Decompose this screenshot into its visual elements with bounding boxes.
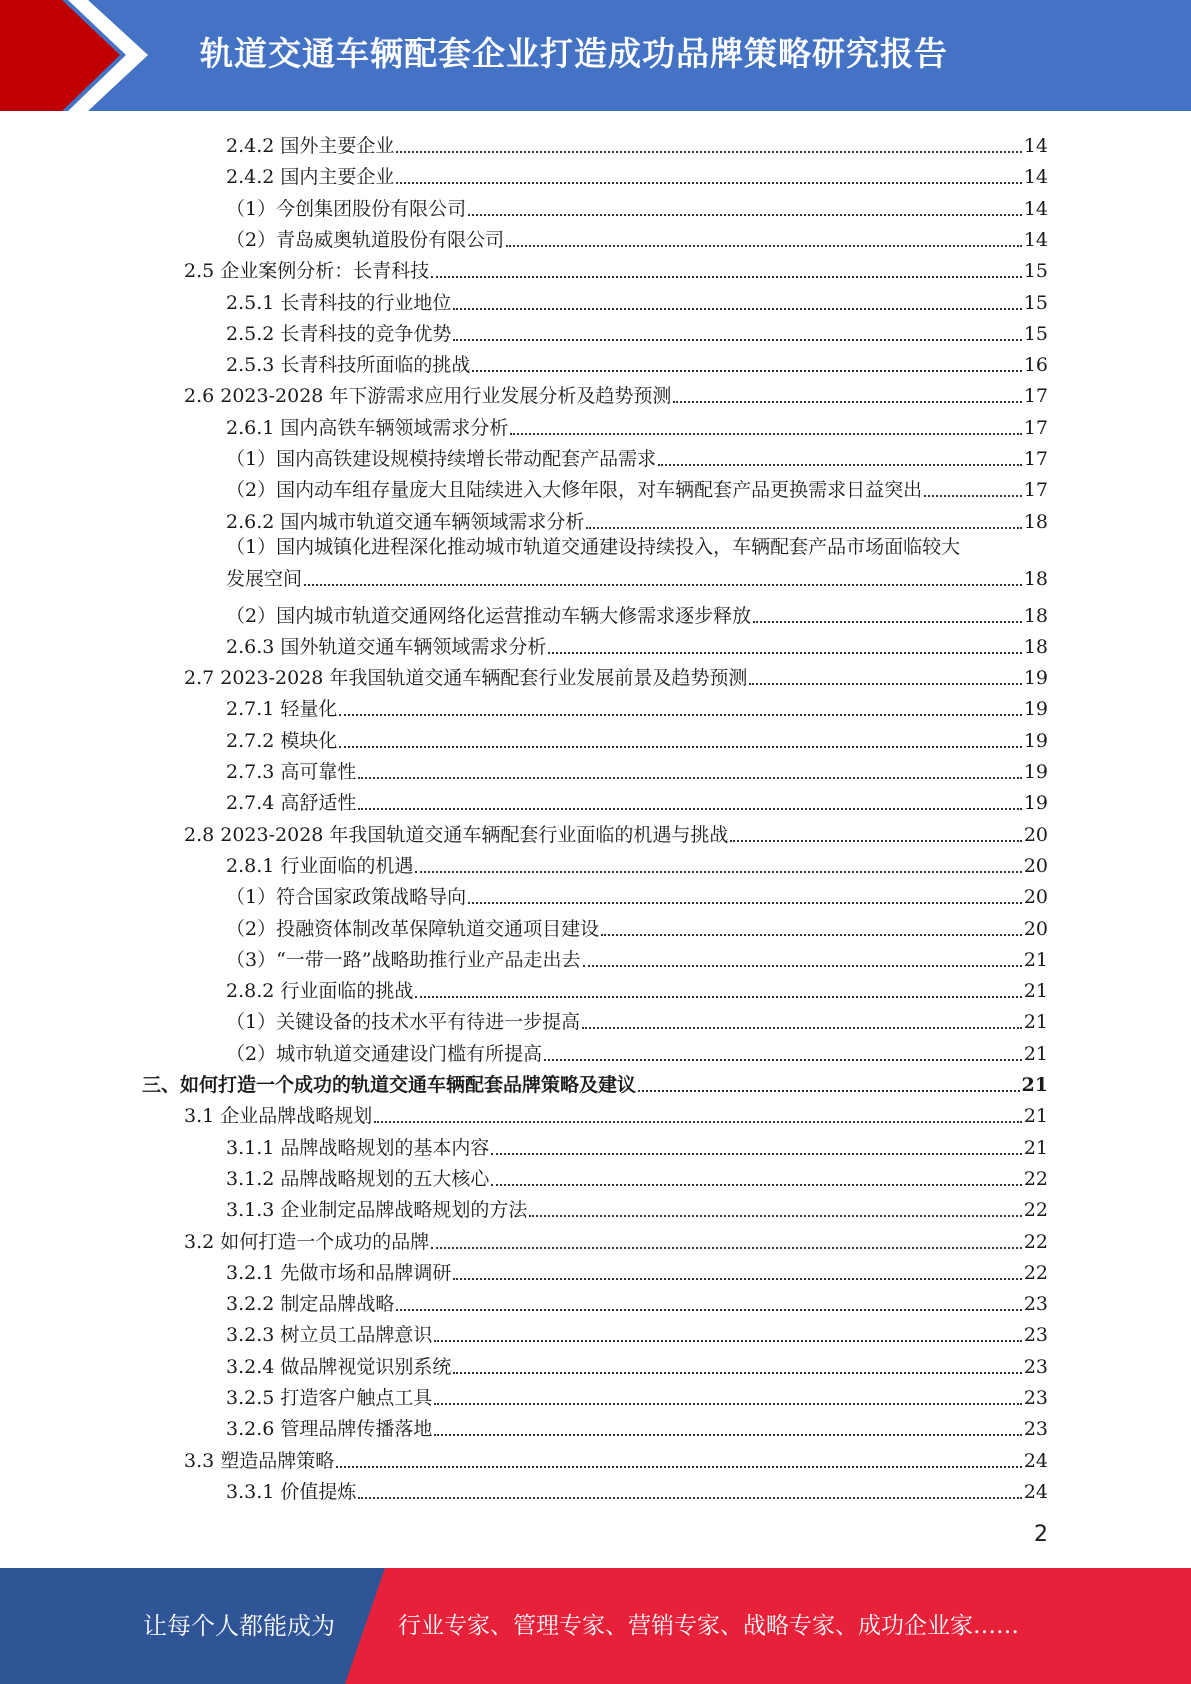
header-banner <box>0 0 1191 111</box>
toc-entry[interactable] <box>226 1380 1048 1410</box>
toc-dot-leader <box>396 150 1021 153</box>
toc-entry-label: 2.6.2 国内城市轨道交通车辆领域需求分析 <box>226 510 585 533</box>
toc-entry[interactable] <box>226 1161 1048 1191</box>
toc-entry-page: 19 <box>1023 761 1048 783</box>
toc-dot-leader <box>583 964 1022 967</box>
toc-entry-page: 20 <box>1023 854 1048 877</box>
toc-dot-leader <box>396 1308 1021 1311</box>
toc-entry[interactable] <box>226 222 1048 252</box>
toc-entry[interactable] <box>226 629 1048 659</box>
toc-dot-leader <box>638 1089 1020 1092</box>
toc-entry-page: 15 <box>1023 322 1048 345</box>
toc-entry-label: （1）国内高铁建设规模持续增长带动配套产品需求 <box>226 448 657 470</box>
toc-entry-label: 2.6 2023-2028 年下游需求应用行业发展分析及趋势预测 <box>184 385 672 408</box>
toc-entry[interactable] <box>226 1474 1048 1504</box>
toc-entry[interactable] <box>226 1130 1048 1160</box>
toc-dot-leader <box>472 369 1021 372</box>
toc-entry-page: 21 <box>1021 1074 1048 1096</box>
toc-entry-page: 16 <box>1023 354 1048 377</box>
footer-slogan-right: 行业专家、管理专家、营销专家、战略专家、成功企业家…… <box>398 1613 1019 1639</box>
toc-entry[interactable] <box>184 253 1048 283</box>
toc-entry-page: 15 <box>1023 291 1048 314</box>
toc-entry-page: 15 <box>1023 260 1048 283</box>
toc-dot-leader <box>749 682 1021 685</box>
toc-entry[interactable] <box>184 378 1048 408</box>
footer-banner <box>0 1568 1191 1684</box>
toc-entry[interactable] <box>226 347 1048 377</box>
toc-dot-leader <box>434 1402 1021 1405</box>
toc-entry[interactable] <box>226 504 1048 534</box>
toc-entry-label: （1）关键设备的技术水平有待进一步提高 <box>226 1011 581 1034</box>
toc-dot-leader <box>491 1183 1021 1186</box>
toc-dot-leader <box>358 776 1021 779</box>
toc-entry-page: 14 <box>1023 166 1048 189</box>
toc-entry-page: 19 <box>1023 667 1048 690</box>
toc-entry-page: 22 <box>1023 1261 1048 1284</box>
toc-entry[interactable] <box>226 1192 1048 1222</box>
toc-dot-leader <box>358 807 1021 810</box>
toc-entry[interactable] <box>226 691 1048 721</box>
toc-dot-leader <box>453 1277 1021 1280</box>
toc-entry-page: 19 <box>1023 698 1048 721</box>
toc-entry-label: 3.1.1 品牌战略规划的基本内容 <box>226 1136 490 1159</box>
toc-entry[interactable] <box>226 754 1048 784</box>
toc-entry-label: 2.5.3 长青科技所面临的挑战 <box>226 354 471 377</box>
toc-entry-label: （3）“一带一路”战略助推行业产品走出去 <box>226 948 581 971</box>
toc-dot-leader <box>453 1371 1021 1374</box>
toc-entry-label: 2.8.2 行业面临的挑战 <box>226 980 414 1003</box>
toc-dot-leader <box>415 995 1021 998</box>
toc-entry[interactable] <box>184 1443 1048 1473</box>
toc-entry-label: 3.2.4 做品牌视觉识别系统 <box>226 1355 452 1378</box>
toc-entry-label: （2）投融资体制改革保障轨道交通项目建设 <box>226 917 600 940</box>
report-title: 轨道交通车辆配套企业打造成功品牌策略研究报告 <box>200 34 948 73</box>
toc-entry[interactable] <box>226 441 1048 471</box>
toc-entry-label: （2）国内城市轨道交通网络化运营推动车辆大修需求逐步释放 <box>226 604 752 627</box>
toc-entry[interactable] <box>226 410 1048 440</box>
toc-dot-leader <box>358 1496 1021 1499</box>
toc-dot-leader <box>506 244 1022 247</box>
toc-entry-label: 2.6.1 国内高铁车辆领域需求分析 <box>226 416 509 439</box>
toc-entry-page: 23 <box>1023 1324 1048 1347</box>
toc-dot-leader <box>431 1246 1022 1249</box>
toc-entry-page: 18 <box>1023 604 1048 627</box>
toc-entry-page: 14 <box>1023 135 1048 157</box>
toc-entry-label: 2.4.2 国外主要企业 <box>226 135 395 157</box>
toc-entry-label: 3.1.2 品牌战略规划的五大核心 <box>226 1167 490 1190</box>
toc-dot-leader <box>924 494 1022 497</box>
toc-entry[interactable] <box>226 128 1048 158</box>
toc-dot-leader <box>491 1152 1021 1155</box>
toc-dot-leader <box>374 1120 1022 1123</box>
toc-entry[interactable] <box>226 911 1048 941</box>
toc-entry-label: 2.8.1 行业面临的机遇 <box>226 854 414 877</box>
toc-entry-page: 24 <box>1023 1449 1048 1472</box>
toc-dot-leader <box>730 839 1021 842</box>
toc-entry[interactable] <box>226 785 1048 815</box>
toc-entry[interactable] <box>226 1286 1048 1316</box>
toc-entry[interactable] <box>184 1224 1048 1254</box>
toc-entry-page: 17 <box>1023 448 1048 470</box>
toc-entry[interactable] <box>226 598 1048 628</box>
toc-entry[interactable] <box>226 316 1048 346</box>
toc-dot-leader <box>304 583 1022 586</box>
toc-entry-page: 21 <box>1023 980 1048 1003</box>
footer-slogan-left: 让每个人都能成为 <box>143 1612 335 1640</box>
toc-entry[interactable] <box>226 535 1048 591</box>
toc-dot-leader <box>586 526 1021 529</box>
toc-entry[interactable] <box>226 973 1048 1003</box>
toc-dot-leader <box>658 463 1022 466</box>
toc-entry-page: 18 <box>1023 510 1048 533</box>
toc-entry-label: 3.2.6 管理品牌传播落地 <box>226 1418 433 1441</box>
toc-entry-label: 2.7 2023-2028 年我国轨道交通车辆配套行业发展前景及趋势预测 <box>184 667 748 690</box>
toc-entry-label: 2.6.3 国外轨道交通车辆领域需求分析 <box>226 635 547 658</box>
toc-entry[interactable] <box>226 191 1048 221</box>
toc-entry-page: 18 <box>1023 635 1048 658</box>
toc-dot-leader <box>339 745 1021 748</box>
toc-entry-page: 21 <box>1023 1105 1048 1128</box>
toc-entry-label: 2.7.2 模块化 <box>226 729 338 752</box>
toc-entry-page: 18 <box>1023 567 1048 590</box>
toc-entry-label: 2.5.1 长青科技的行业地位 <box>226 291 452 314</box>
toc-entry-page: 17 <box>1023 385 1048 408</box>
toc-dot-leader <box>336 1465 1022 1468</box>
toc-entry[interactable] <box>226 285 1048 315</box>
toc-entry[interactable] <box>184 660 1048 690</box>
toc-dot-leader <box>339 713 1021 716</box>
toc-entry[interactable] <box>226 1349 1048 1379</box>
toc-dot-leader <box>510 432 1021 435</box>
toc-entry[interactable] <box>184 1098 1048 1128</box>
toc-dot-leader <box>434 1433 1021 1436</box>
toc-entry-page: 21 <box>1023 1011 1048 1034</box>
toc-entry[interactable] <box>226 942 1048 972</box>
toc-entry-page: 23 <box>1023 1355 1048 1378</box>
toc-dot-leader <box>582 1026 1022 1029</box>
toc-entry-label: 2.8 2023-2028 年我国轨道交通车辆配套行业面临的机遇与挑战 <box>184 823 729 846</box>
toc-entry-label: 3.2 如何打造一个成功的品牌 <box>184 1230 430 1253</box>
toc-entry-label: 3.2.5 打造客户触点工具 <box>226 1387 433 1409</box>
toc-dot-leader <box>396 181 1021 184</box>
toc-entry-page: 14 <box>1023 197 1048 220</box>
toc-entry-page: 17 <box>1023 416 1048 439</box>
toc-entry-page: 14 <box>1023 228 1048 251</box>
toc-entry[interactable] <box>226 472 1048 502</box>
toc-dot-leader <box>431 275 1022 278</box>
toc-dot-leader <box>434 1339 1021 1342</box>
toc-entry-label: 2.7.4 高舒适性 <box>226 792 357 815</box>
toc-entry-label: 2.5 企业案例分析：长青科技 <box>184 260 430 283</box>
toc-entry-label: （1）国内城镇化进程深化推动城市轨道交通建设持续投入，车辆配套产品市场面临较大 <box>226 535 961 558</box>
toc-entry-page: 20 <box>1023 886 1048 909</box>
toc-entry-page: 19 <box>1023 729 1048 752</box>
toc-dot-leader <box>468 901 1022 904</box>
toc-entry-label: （1）符合国家政策战略导向 <box>226 886 467 909</box>
toc-dot-leader <box>415 870 1021 873</box>
toc-entry[interactable] <box>226 1317 1048 1347</box>
toc-entry[interactable] <box>226 1036 1048 1066</box>
toc-entry[interactable] <box>226 848 1048 878</box>
toc-entry-page: 20 <box>1023 823 1048 846</box>
toc-entry[interactable] <box>142 1067 1048 1097</box>
toc-dot-leader <box>468 213 1022 216</box>
toc-entry-label: 3.2.3 树立员工品牌意识 <box>226 1324 433 1347</box>
toc-entry-label: 2.7.3 高可靠性 <box>226 761 357 783</box>
toc-dot-leader <box>673 400 1021 403</box>
toc-dot-leader <box>453 338 1021 341</box>
toc-entry-label: 2.7.1 轻量化 <box>226 698 338 721</box>
toc-entry-page: 23 <box>1023 1293 1048 1316</box>
toc-entry[interactable] <box>226 879 1048 909</box>
toc-dot-leader <box>544 1058 1022 1061</box>
toc-dot-leader <box>548 651 1021 654</box>
toc-dot-leader <box>753 620 1022 623</box>
toc-entry-page: 21 <box>1023 1042 1048 1065</box>
toc-entry-page: 23 <box>1023 1418 1048 1441</box>
toc-entry[interactable] <box>226 159 1048 189</box>
toc-entry-page: 24 <box>1023 1480 1048 1503</box>
toc-entry-label: 3.1.3 企业制定品牌战略规划的方法 <box>226 1199 528 1222</box>
toc-dot-leader <box>453 307 1021 310</box>
toc-entry-label: 三、如何打造一个成功的轨道交通车辆配套品牌策略及建议 <box>142 1074 637 1096</box>
toc-entry-page: 19 <box>1023 792 1048 815</box>
toc-entry-page: 21 <box>1023 948 1048 971</box>
toc-entry[interactable] <box>226 1411 1048 1441</box>
toc-entry-label: 3.2.2 制定品牌战略 <box>226 1293 395 1316</box>
toc-entry-label: （1）今创集团股份有限公司 <box>226 197 467 220</box>
page-number: 2 <box>1034 1522 1048 1547</box>
toc-dot-leader <box>601 933 1022 936</box>
toc-entry-page: 22 <box>1023 1230 1048 1253</box>
toc-entry-label: 3.3.1 价值提炼 <box>226 1480 357 1503</box>
toc-entry-page: 20 <box>1023 917 1048 940</box>
toc-entry[interactable] <box>226 723 1048 753</box>
toc-entry-label: （2）国内动车组存量庞大且陆续进入大修年限，对车辆配套产品更换需求日益突出 <box>226 479 923 502</box>
toc-entry-label: （2）城市轨道交通建设门槛有所提高 <box>226 1042 543 1065</box>
toc-entry-label-continued: 发展空间 <box>226 567 303 590</box>
toc-entry-page: 22 <box>1023 1199 1048 1222</box>
toc-entry-label: 3.1 企业品牌战略规划 <box>184 1105 373 1128</box>
toc-entry[interactable] <box>184 817 1048 847</box>
toc-entry[interactable] <box>226 1004 1048 1034</box>
toc-entry-page: 17 <box>1023 479 1048 502</box>
toc-entry-label: 3.2.1 先做市场和品牌调研 <box>226 1261 452 1284</box>
toc-entry-label: （2）青岛威奥轨道股份有限公司 <box>226 228 505 251</box>
toc-entry-page: 23 <box>1023 1387 1048 1409</box>
toc-entry-label: 3.3 塑造品牌策略 <box>184 1449 335 1472</box>
toc-entry-page: 21 <box>1023 1136 1048 1159</box>
toc-entry[interactable] <box>226 1255 1048 1285</box>
toc-dot-leader <box>529 1214 1021 1217</box>
toc-entry-page: 22 <box>1023 1167 1048 1190</box>
toc-entry-label: 2.5.2 长青科技的竞争优势 <box>226 322 452 345</box>
toc-entry-label: 2.4.2 国内主要企业 <box>226 166 395 189</box>
